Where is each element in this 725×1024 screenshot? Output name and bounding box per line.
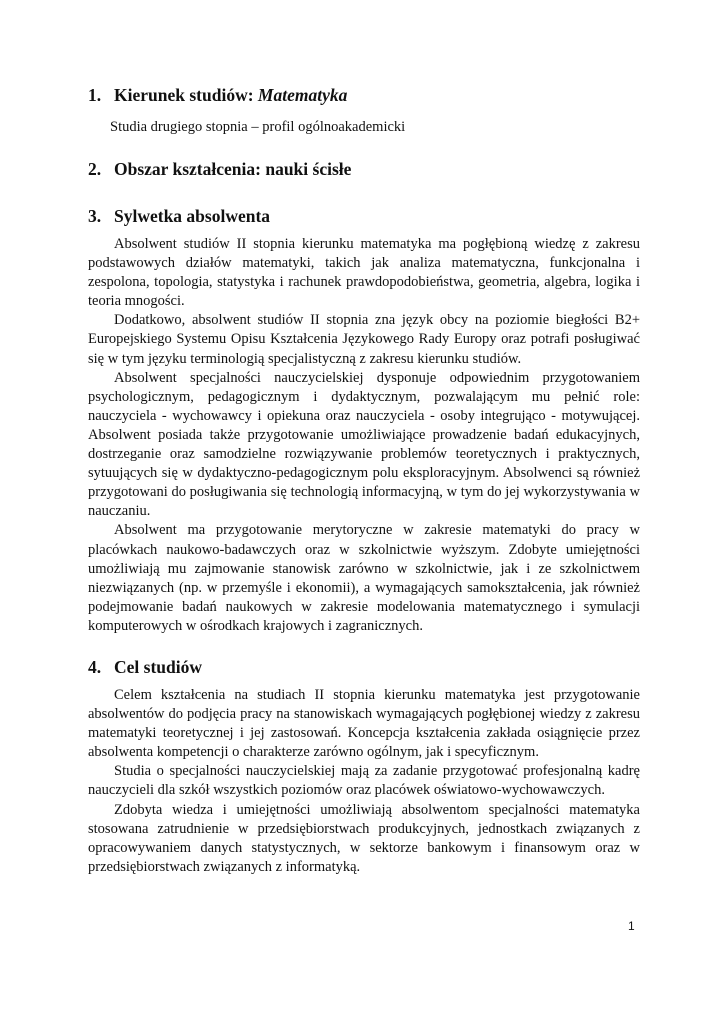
section-3-paragraph-1: Absolwent studiów II stopnia kierunku matematyka ma pogłębioną wiedzę z zakresu podstawowych działów matematyki, takich jak analiza matematyczna, funkcjonalna i zespolona, topologia, statystyka i rachunek prawdopodobieństwa, geometria, algebra, logika i teoria mnogości. [88,236,640,310]
section-3-body [88,235,640,636]
page-content [88,84,640,877]
section-3-paragraph-3: Absolwent specjalności nauczycielskiej dysponuje odpowiednim przygotowaniem psychologicznym, pedagogicznym i dydaktycznym, pozwalającym mu pełnić role: nauczyciela - wychowawcy i opiekuna oraz nauczyciela - osoby integrująco - motywującej. Absolwent posiada także przygotowanie umożliwiające prowadzenie badań edukacyjnych, dostrzeganie oraz samodzielne rozwiązywanie problemów teoretycznych i praktycznych, sytuujących się w dydaktyczno-pedagogicznym polu eksploracyjnym. Absolwenci są również przygotowani do posługiwania się technologią informacyjną, w tym do jej wykorzystywania w nauczaniu. [88,369,640,520]
section-1-subtitle: Studia drugiego stopnia – profil ogólnoakademicki [110,119,406,135]
section-3-paragraph-4: Absolwent ma przygotowanie merytoryczne w zakresie matematyki do pracy w placówkach naukowo-badawczych oraz w szkolnictwie wyższym. Zdobyte umiejętności umożliwiają mu zajmowanie stanowisk zarówno w szkolnictwie, jak i ze szkolnictwem niezwiązanych (np. w przemyśle i ekonomii), a wymagających samokształcenia, jak również podejmowanie badań naukowych w zakresie modelowania matematycznego i symulacji komputerowych w ośrodkach krajowych i zagranicznych. [88,522,640,634]
section-1-title-italic: Matematyka [257,85,348,105]
section-3-heading [88,205,640,227]
section-1-heading [88,84,640,106]
section-3-paragraph-2: Dodatkowo, absolwent studiów II stopnia zna język obcy na poziomie biegłości B2+ Europejskiego Systemu Opisu Kształcenia Językowego Rady Europy oraz potrafi posługiwać się w tym języku terminologią specjalistyczną z zakresu kierunku studiów. [88,312,640,367]
section-1-title: Kierunek studiów: [114,85,258,105]
section-3-number: 3. [88,206,102,226]
section-4-paragraph-3: Zdobyta wiedza i umiejętności umożliwiają absolwentom specjalności matematyka stosowana zatrudnienie w przedsiębiorstwach produkcyjnych, jednostkach związanych z opracowywaniem danych statystycznych, w sektorze bankowym i finansowym oraz w przedsiębiorstwach związanych z informatyką. [88,801,640,875]
section-4-paragraph-2: Studia o specjalności nauczycielskiej mają za zadanie przygotować profesjonalną kadrę nauczycieli dla szkół wszystkich poziomów oraz placówek oświatowo-wychowawczych. [88,763,640,799]
section-1-number: 1. [88,85,102,105]
section-2-title: Obszar kształcenia: nauki ścisłe [114,159,352,179]
section-4-number: 4. [88,656,102,677]
section-3-title: Sylwetka absolwenta [114,206,271,226]
section-4-heading [88,656,640,678]
section-4-paragraph-1: Celem kształcenia na studiach II stopnia kierunku matematyka jest przygotowanie absolwentów do podjęcia pracy na stanowiskach wymagających pogłębionej wiedzy z zakresu matematyki teoretycznej i jej zastosowań. Koncepcja kształcenia zakłada osiągnięcie przez absolwenta kompetencji o charakterze zarówno ogólnym, jak i specyficznym. [88,686,640,761]
section-4-body [88,686,640,877]
section-2-number: 2. [88,159,102,179]
section-4-title: Cel studiów [114,656,202,677]
page-number: 1 [628,919,635,933]
section-2-heading [88,158,640,180]
